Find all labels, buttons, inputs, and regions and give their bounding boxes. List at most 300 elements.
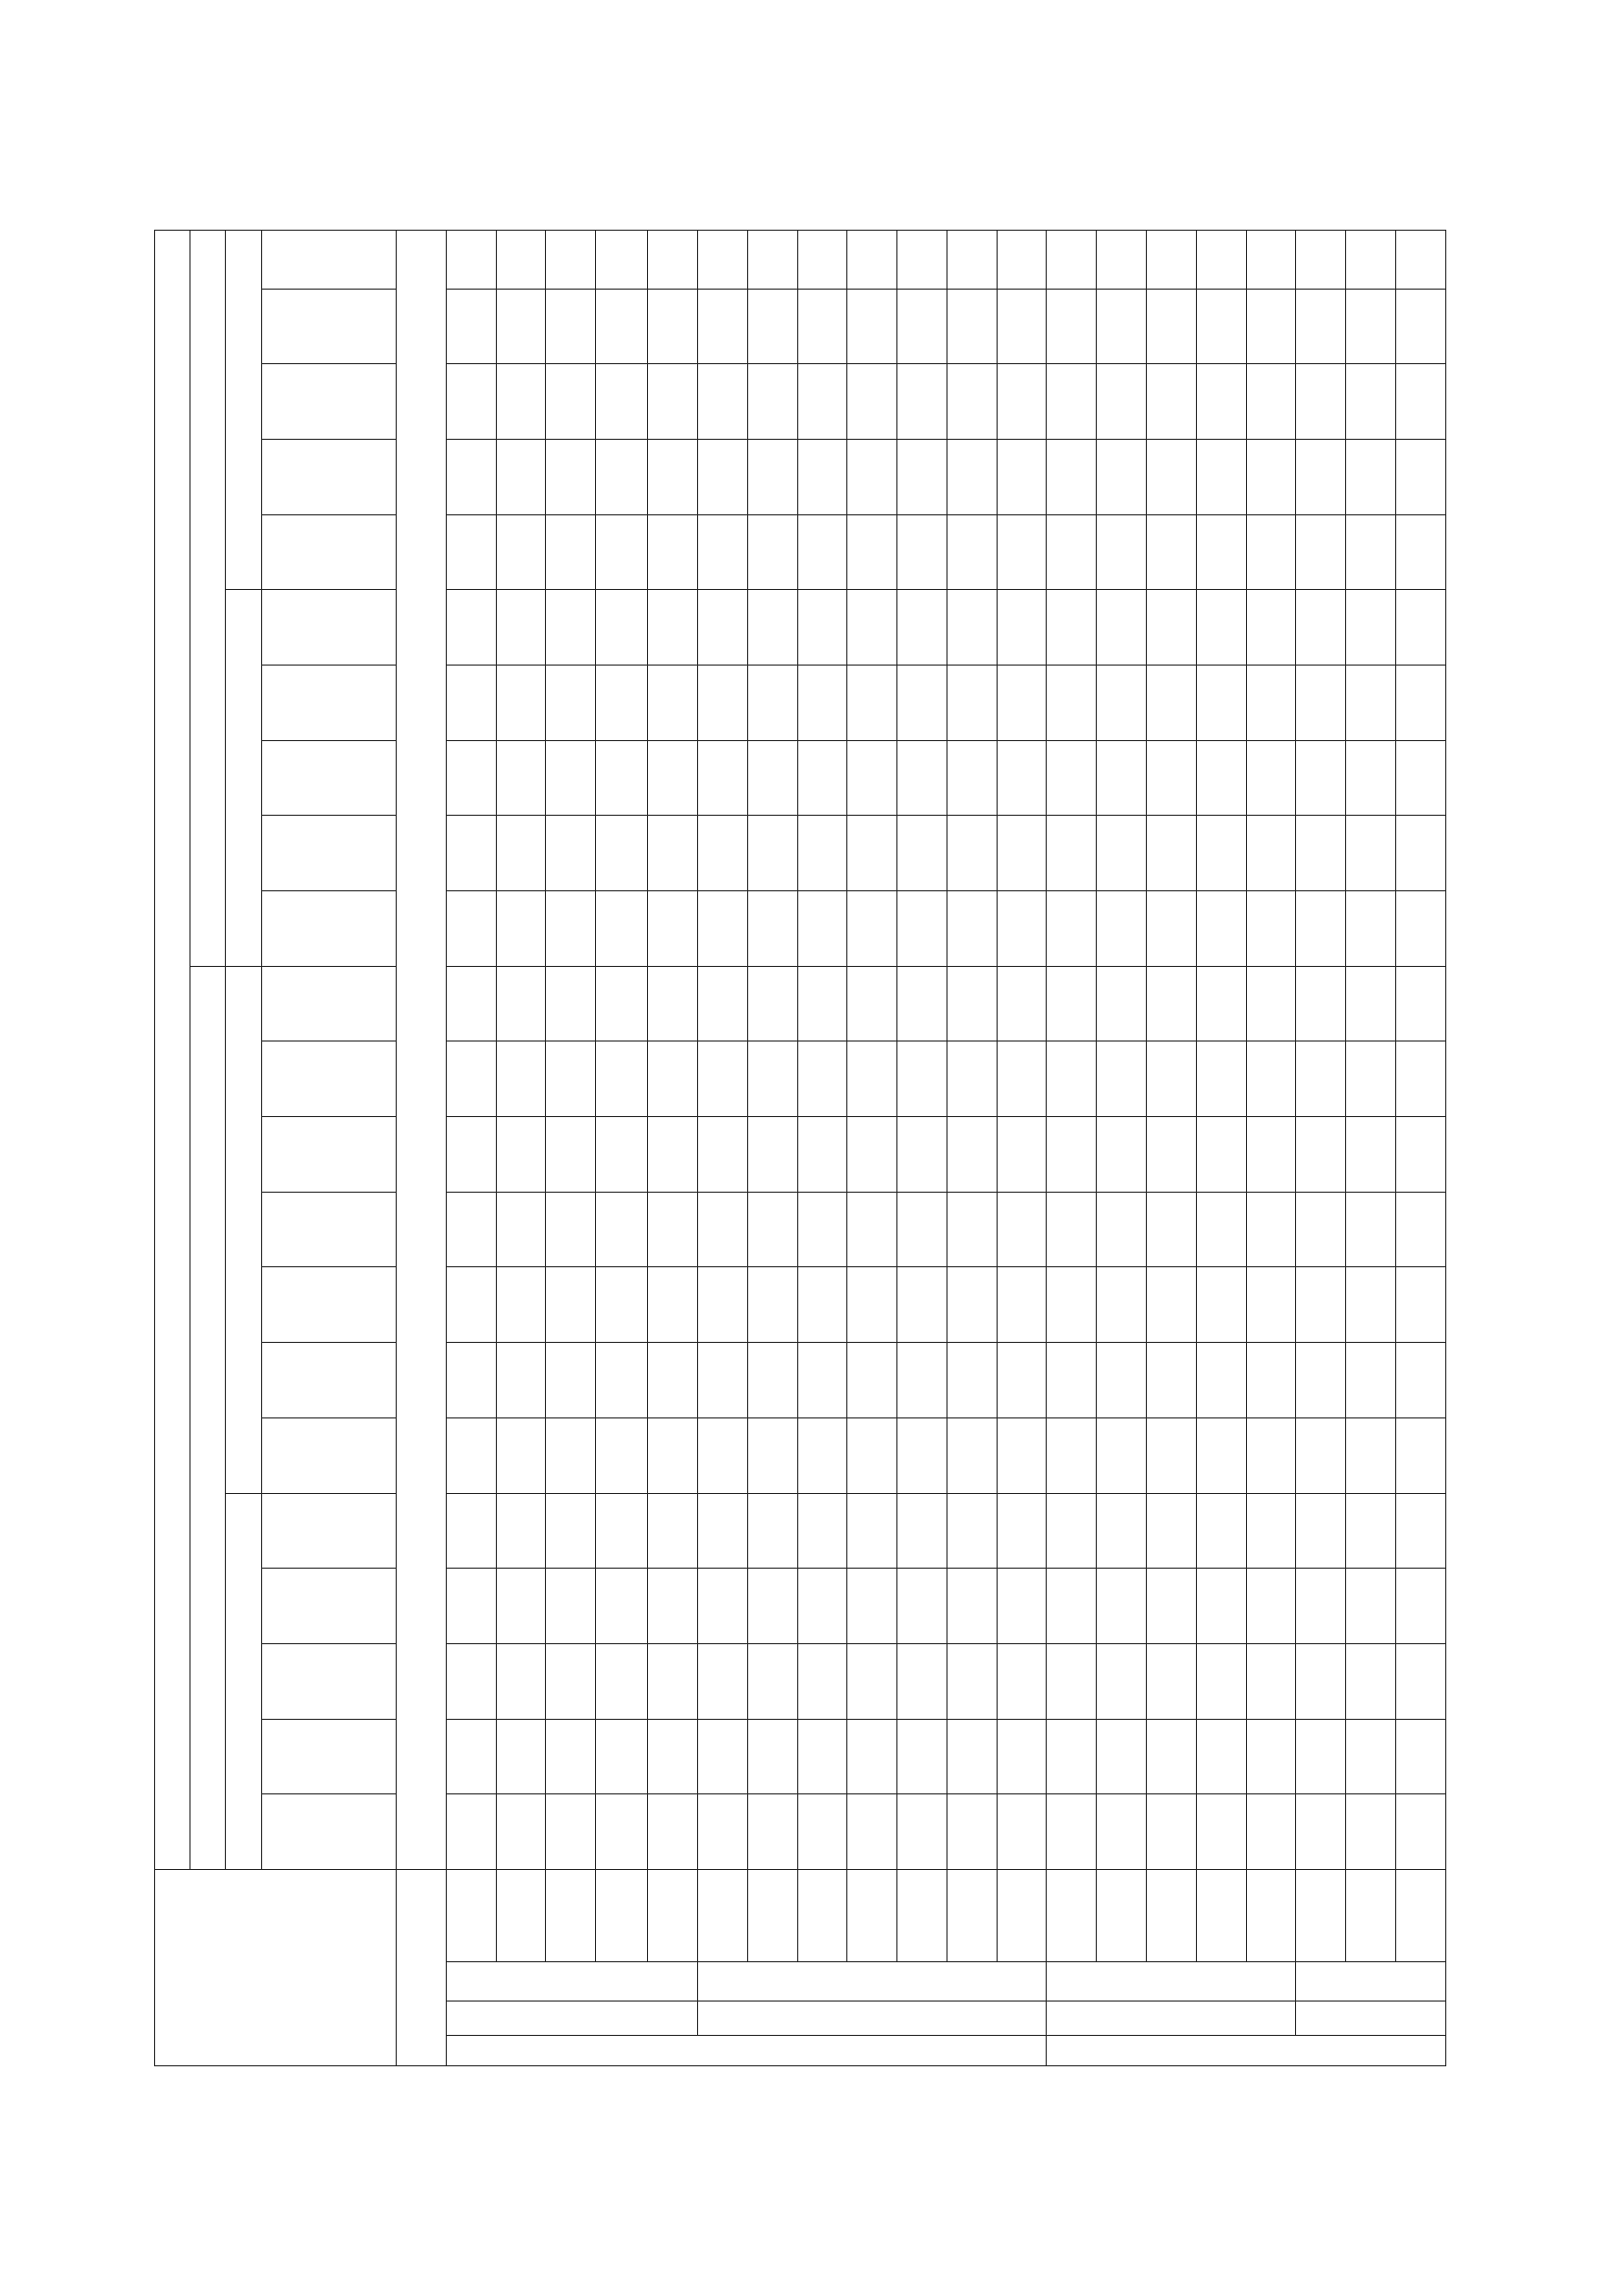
row-spacer-cell bbox=[697, 1962, 1046, 2001]
table-row bbox=[397, 231, 447, 2066]
qualification-cell bbox=[847, 439, 897, 514]
qualification-cell bbox=[648, 231, 698, 290]
qualification-cell bbox=[697, 740, 747, 816]
qualification-cell bbox=[947, 1794, 997, 1870]
column-header bbox=[262, 231, 397, 290]
column-header bbox=[262, 1493, 397, 1569]
column-header bbox=[262, 439, 397, 514]
col-subgroup-header bbox=[226, 590, 262, 966]
qualification-cell bbox=[947, 1192, 997, 1267]
qualification-cell bbox=[446, 740, 496, 816]
qualification-cell bbox=[446, 891, 496, 967]
qualification-cell bbox=[446, 1417, 496, 1493]
qualification-cell bbox=[446, 1794, 496, 1870]
qualification-cell bbox=[997, 891, 1047, 967]
qualification-cell bbox=[496, 1192, 546, 1267]
qualification-cell bbox=[1047, 231, 1097, 290]
qualification-cell bbox=[496, 231, 546, 290]
qualification-cell bbox=[1346, 1192, 1396, 1267]
qualification-cell bbox=[1246, 514, 1296, 590]
header-row bbox=[226, 231, 262, 2066]
qualification-cell bbox=[747, 816, 797, 891]
qualification-cell bbox=[797, 1041, 847, 1117]
qualification-cell bbox=[1246, 289, 1296, 364]
qualification-cell bbox=[747, 1343, 797, 1418]
qualification-cell bbox=[446, 439, 496, 514]
qualification-cell bbox=[1196, 1417, 1246, 1493]
qualification-cell bbox=[1147, 1719, 1197, 1794]
table-row bbox=[1147, 231, 1197, 2066]
qualification-cell bbox=[1395, 1343, 1445, 1418]
qualification-cell bbox=[1047, 1192, 1097, 1267]
col-subgroup-header bbox=[226, 966, 262, 1493]
qualification-cell bbox=[1296, 289, 1346, 364]
qualification-cell bbox=[897, 289, 947, 364]
qualification-cell bbox=[847, 666, 897, 741]
qualification-cell bbox=[797, 666, 847, 741]
qualification-cell bbox=[1296, 740, 1346, 816]
qualification-cell bbox=[897, 231, 947, 290]
qualification-cell bbox=[1147, 1493, 1197, 1569]
qualification-cell bbox=[1196, 891, 1246, 967]
qualification-cell bbox=[648, 1041, 698, 1117]
row-subgroup-header bbox=[697, 2001, 1046, 2035]
table-row bbox=[1296, 231, 1346, 2066]
table-row bbox=[596, 231, 648, 2066]
table-row bbox=[697, 231, 747, 2066]
row-position-label bbox=[596, 1870, 648, 1962]
qualification-cell bbox=[1097, 1192, 1147, 1267]
qualification-cell bbox=[997, 514, 1047, 590]
qualification-cell bbox=[997, 289, 1047, 364]
qualification-cell bbox=[747, 1417, 797, 1493]
row-spacer-cell bbox=[1047, 1962, 1296, 2001]
qualification-cell bbox=[897, 364, 947, 440]
qualification-cell bbox=[747, 439, 797, 514]
qualification-cell bbox=[496, 364, 546, 440]
qualification-cell bbox=[897, 1041, 947, 1117]
table-row bbox=[797, 231, 847, 2066]
row-position-label bbox=[797, 1870, 847, 1962]
qualification-cell bbox=[847, 1493, 897, 1569]
qualification-cell bbox=[697, 1417, 747, 1493]
qualification-cell bbox=[496, 816, 546, 891]
qualification-cell bbox=[496, 1417, 546, 1493]
qualification-cell bbox=[747, 514, 797, 590]
qualification-cell bbox=[1296, 1569, 1346, 1644]
qualification-cell bbox=[1147, 231, 1197, 290]
qualification-cell bbox=[648, 1493, 698, 1569]
qualification-cell bbox=[1047, 1493, 1097, 1569]
qualification-cell bbox=[496, 740, 546, 816]
qualification-cell bbox=[947, 231, 997, 290]
qualification-cell bbox=[648, 816, 698, 891]
qualification-cell bbox=[546, 1569, 596, 1644]
qualification-cell bbox=[1246, 740, 1296, 816]
qualification-cell bbox=[446, 1192, 496, 1267]
qualification-cell bbox=[1196, 1267, 1246, 1343]
qualification-cell bbox=[947, 514, 997, 590]
row-position-label bbox=[1296, 1870, 1346, 1962]
qualification-cell bbox=[596, 1041, 648, 1117]
qualification-cell bbox=[1246, 364, 1296, 440]
qualification-cell bbox=[1296, 816, 1346, 891]
qualification-cell bbox=[546, 1343, 596, 1418]
qualification-cell bbox=[1196, 514, 1246, 590]
qualification-cell bbox=[1246, 666, 1296, 741]
qualification-cell bbox=[1395, 816, 1445, 891]
qualification-cell bbox=[1147, 590, 1197, 666]
qualification-cell bbox=[797, 590, 847, 666]
column-header bbox=[262, 1041, 397, 1117]
qualification-cell bbox=[1246, 1493, 1296, 1569]
qualification-cell bbox=[596, 1569, 648, 1644]
qualification-cell bbox=[947, 289, 997, 364]
qualification-cell bbox=[1147, 891, 1197, 967]
qualification-cell bbox=[747, 666, 797, 741]
qualification-cell bbox=[1346, 740, 1396, 816]
qualification-cell bbox=[648, 1343, 698, 1418]
qualification-cell bbox=[1097, 666, 1147, 741]
qualification-cell bbox=[1147, 364, 1197, 440]
qualification-cell bbox=[697, 1117, 747, 1193]
qualification-cell bbox=[546, 439, 596, 514]
qualification-cell bbox=[1346, 439, 1396, 514]
row-position-label bbox=[697, 1870, 747, 1962]
qualification-cell bbox=[697, 439, 747, 514]
qualification-cell bbox=[1395, 514, 1445, 590]
qualification-cell bbox=[697, 514, 747, 590]
qualification-cell bbox=[847, 966, 897, 1041]
qualification-cell bbox=[1147, 1417, 1197, 1493]
qualification-cell bbox=[1047, 439, 1097, 514]
qualification-cell bbox=[546, 1041, 596, 1117]
qualification-cell bbox=[596, 1117, 648, 1193]
qualification-cell bbox=[1346, 816, 1396, 891]
col-subgroup-header bbox=[226, 231, 262, 590]
qualification-cell bbox=[1196, 1643, 1246, 1719]
qualification-cell bbox=[797, 439, 847, 514]
qualification-cell bbox=[997, 1041, 1047, 1117]
row-position-label bbox=[1346, 1870, 1396, 1962]
qualification-cell bbox=[1296, 1267, 1346, 1343]
qualification-cell bbox=[596, 1794, 648, 1870]
qualification-cell bbox=[596, 439, 648, 514]
qualification-cell bbox=[1395, 590, 1445, 666]
qualification-cell bbox=[1047, 590, 1097, 666]
qualification-cell bbox=[747, 740, 797, 816]
table-row bbox=[897, 231, 947, 2066]
qualification-cell bbox=[496, 590, 546, 666]
column-header bbox=[262, 1719, 397, 1794]
table-row bbox=[1097, 231, 1147, 2066]
qualification-cell bbox=[546, 1267, 596, 1343]
row-position-label bbox=[1196, 1870, 1246, 1962]
qualification-cell bbox=[1296, 1493, 1346, 1569]
row-position-label bbox=[1047, 1870, 1097, 1962]
qualification-cell bbox=[1346, 1569, 1396, 1644]
qualification-cell bbox=[747, 1192, 797, 1267]
qualification-cell bbox=[697, 289, 747, 364]
qualification-cell bbox=[1147, 439, 1197, 514]
qualification-cell bbox=[797, 1192, 847, 1267]
qualification-cell bbox=[1346, 590, 1396, 666]
row-subgroup-header bbox=[1047, 2001, 1296, 2035]
qualification-cell bbox=[997, 231, 1047, 290]
qualification-cell bbox=[997, 590, 1047, 666]
qualification-cell bbox=[1047, 1117, 1097, 1193]
qualification-cell bbox=[747, 1117, 797, 1193]
qualification-cell bbox=[847, 1643, 897, 1719]
column-header bbox=[262, 1117, 397, 1193]
qualification-cell bbox=[947, 891, 997, 967]
qualification-cell bbox=[897, 1569, 947, 1644]
qualification-cell bbox=[1097, 231, 1147, 290]
qualification-cell bbox=[596, 966, 648, 1041]
qualification-cell bbox=[1395, 740, 1445, 816]
qualification-cell bbox=[1346, 231, 1396, 290]
header-row bbox=[190, 231, 226, 2066]
qualification-cell bbox=[797, 514, 847, 590]
qualification-cell bbox=[496, 891, 546, 967]
qualification-cell bbox=[596, 740, 648, 816]
qualification-cell bbox=[1246, 1192, 1296, 1267]
column-header bbox=[262, 816, 397, 891]
qualification-cell bbox=[1246, 1569, 1296, 1644]
qualification-cell bbox=[648, 1569, 698, 1644]
qualification-cell bbox=[546, 740, 596, 816]
qualification-cell bbox=[1047, 666, 1097, 741]
qualification-cell bbox=[797, 740, 847, 816]
qualification-cell bbox=[1296, 1192, 1346, 1267]
qualification-cell bbox=[947, 1719, 997, 1794]
qualification-cell bbox=[1196, 231, 1246, 290]
column-header bbox=[262, 666, 397, 741]
qualification-cell bbox=[546, 1493, 596, 1569]
qualification-cell bbox=[1196, 1794, 1246, 1870]
qualification-cell bbox=[1296, 891, 1346, 967]
qualification-cell bbox=[1196, 1493, 1246, 1569]
qualification-cell bbox=[446, 1719, 496, 1794]
row-position-label bbox=[1246, 1870, 1296, 1962]
qualification-cell bbox=[1395, 966, 1445, 1041]
qualification-cell bbox=[747, 1267, 797, 1343]
qualification-cell bbox=[1296, 1041, 1346, 1117]
qualification-cell bbox=[446, 514, 496, 590]
qualification-cell bbox=[1296, 364, 1346, 440]
qualification-cell bbox=[797, 364, 847, 440]
qualification-cell bbox=[1097, 1719, 1147, 1794]
qualification-cell bbox=[1346, 891, 1396, 967]
qualification-cell bbox=[947, 816, 997, 891]
corner-header bbox=[155, 1870, 397, 2066]
qualification-cell bbox=[947, 1643, 997, 1719]
qualification-cell bbox=[897, 891, 947, 967]
qualification-cell bbox=[1097, 740, 1147, 816]
column-header bbox=[262, 364, 397, 440]
row-position-label bbox=[947, 1870, 997, 1962]
qualification-cell bbox=[596, 1343, 648, 1418]
qualification-cell bbox=[546, 1417, 596, 1493]
table-row bbox=[847, 231, 897, 2066]
qualification-cell bbox=[446, 1643, 496, 1719]
table-row bbox=[446, 231, 496, 2066]
qualification-cell bbox=[897, 1643, 947, 1719]
qualification-cell bbox=[797, 231, 847, 290]
qualification-cell bbox=[897, 1343, 947, 1418]
qualification-cell bbox=[697, 1569, 747, 1644]
qualification-cell bbox=[648, 590, 698, 666]
qualification-cell bbox=[596, 364, 648, 440]
qualification-cell bbox=[1047, 364, 1097, 440]
qualification-cell bbox=[1047, 966, 1097, 1041]
qualification-cell bbox=[1395, 231, 1445, 290]
qualification-cell bbox=[1296, 514, 1346, 590]
qualification-cell bbox=[1296, 1794, 1346, 1870]
qualification-cell bbox=[847, 289, 897, 364]
qualification-cell bbox=[1346, 1643, 1396, 1719]
qualification-cell bbox=[1395, 1643, 1445, 1719]
qualification-cell bbox=[1395, 1719, 1445, 1794]
qualification-cell bbox=[596, 1643, 648, 1719]
qualification-cell bbox=[1196, 289, 1246, 364]
qualification-cell bbox=[1395, 1041, 1445, 1117]
qualification-cell bbox=[1147, 514, 1197, 590]
qualification-cell bbox=[596, 1417, 648, 1493]
qualification-cell bbox=[897, 1192, 947, 1267]
qualification-cell bbox=[1097, 1493, 1147, 1569]
qualification-cell bbox=[1196, 439, 1246, 514]
qualification-cell bbox=[1047, 1719, 1097, 1794]
qualification-cell bbox=[1097, 1117, 1147, 1193]
qualification-cell bbox=[997, 1493, 1047, 1569]
qualification-cell bbox=[648, 1192, 698, 1267]
qualification-cell bbox=[1246, 1643, 1296, 1719]
qualification-cell bbox=[496, 1493, 546, 1569]
qualification-cell bbox=[797, 816, 847, 891]
qualification-cell bbox=[1296, 1643, 1346, 1719]
qualification-cell bbox=[897, 1417, 947, 1493]
qualification-cell bbox=[697, 1719, 747, 1794]
qualification-cell bbox=[1047, 1643, 1097, 1719]
qualification-cell bbox=[747, 1643, 797, 1719]
qualification-cell bbox=[947, 590, 997, 666]
qualification-cell bbox=[697, 1267, 747, 1343]
qualification-cell bbox=[797, 1417, 847, 1493]
row-position-label bbox=[546, 1870, 596, 1962]
header-row bbox=[155, 231, 190, 2066]
qualification-cell bbox=[897, 439, 947, 514]
col-group-header bbox=[190, 231, 226, 967]
qualification-cell bbox=[1097, 816, 1147, 891]
qualification-cell bbox=[1147, 1192, 1197, 1267]
qualification-cell bbox=[1395, 439, 1445, 514]
qualification-cell bbox=[1196, 1192, 1246, 1267]
qualification-cell bbox=[1047, 816, 1097, 891]
qualification-cell bbox=[1246, 1041, 1296, 1117]
qualification-cell bbox=[1246, 816, 1296, 891]
qualification-cell bbox=[1395, 666, 1445, 741]
qualification-cell bbox=[997, 666, 1047, 741]
table-row bbox=[1047, 231, 1097, 2066]
qualification-cell bbox=[897, 1719, 947, 1794]
qualification-cell bbox=[1296, 231, 1346, 290]
qualification-cell bbox=[446, 966, 496, 1041]
qualification-cell bbox=[1196, 364, 1246, 440]
qualification-cell bbox=[1296, 1343, 1346, 1418]
column-header bbox=[262, 1643, 397, 1719]
qualification-cell bbox=[947, 666, 997, 741]
qualification-cell bbox=[1246, 231, 1296, 290]
qualification-cell bbox=[947, 740, 997, 816]
table-row bbox=[1395, 231, 1445, 2066]
qualification-cell bbox=[1097, 891, 1147, 967]
row-position-label bbox=[847, 1870, 897, 1962]
qualification-cell bbox=[797, 1343, 847, 1418]
qualification-cell bbox=[697, 590, 747, 666]
row-position-label bbox=[496, 1870, 546, 1962]
qualification-cell bbox=[648, 289, 698, 364]
qualification-cell bbox=[847, 1192, 897, 1267]
qualification-cell bbox=[797, 1117, 847, 1193]
qualification-cell bbox=[546, 966, 596, 1041]
qualification-cell bbox=[697, 1643, 747, 1719]
qualification-cell bbox=[1196, 740, 1246, 816]
qualification-cell bbox=[1346, 1794, 1396, 1870]
qualification-cell bbox=[1246, 1267, 1296, 1343]
qualification-cell bbox=[1246, 1719, 1296, 1794]
qualification-cell bbox=[847, 1117, 897, 1193]
qualification-cell bbox=[997, 816, 1047, 891]
column-header bbox=[262, 966, 397, 1041]
qualification-cell bbox=[947, 1117, 997, 1193]
table-row bbox=[1346, 231, 1396, 2066]
qualification-cell bbox=[1097, 289, 1147, 364]
qualification-cell bbox=[697, 816, 747, 891]
qualification-cell bbox=[1047, 1041, 1097, 1117]
qualification-cell bbox=[847, 1343, 897, 1418]
qualification-cell bbox=[997, 439, 1047, 514]
qualification-cell bbox=[446, 231, 496, 290]
qualification-cell bbox=[1395, 1267, 1445, 1343]
qualification-cell bbox=[1047, 1267, 1097, 1343]
table-row bbox=[997, 231, 1047, 2066]
qualification-cell bbox=[1097, 966, 1147, 1041]
qualification-cell bbox=[648, 364, 698, 440]
qualification-cell bbox=[747, 1794, 797, 1870]
qualification-cell bbox=[648, 1267, 698, 1343]
qualification-cell bbox=[1395, 1493, 1445, 1569]
qualification-cell bbox=[697, 966, 747, 1041]
qualification-cell bbox=[1346, 514, 1396, 590]
qualification-cell bbox=[648, 966, 698, 1041]
qualification-cell bbox=[797, 1719, 847, 1794]
row-group-header bbox=[1047, 2035, 1446, 2065]
qualification-cell bbox=[596, 891, 648, 967]
qualification-cell bbox=[496, 666, 546, 741]
qualification-cell bbox=[1296, 666, 1346, 741]
row-position-label bbox=[1147, 1870, 1197, 1962]
qualification-cell bbox=[446, 1117, 496, 1193]
row-position-label bbox=[897, 1870, 947, 1962]
qualification-cell bbox=[747, 891, 797, 967]
qualification-cell bbox=[847, 514, 897, 590]
table-row bbox=[496, 231, 546, 2066]
qualification-cell bbox=[1147, 966, 1197, 1041]
qualification-cell bbox=[648, 1719, 698, 1794]
qualification-cell bbox=[1097, 1267, 1147, 1343]
qualification-cell bbox=[446, 590, 496, 666]
